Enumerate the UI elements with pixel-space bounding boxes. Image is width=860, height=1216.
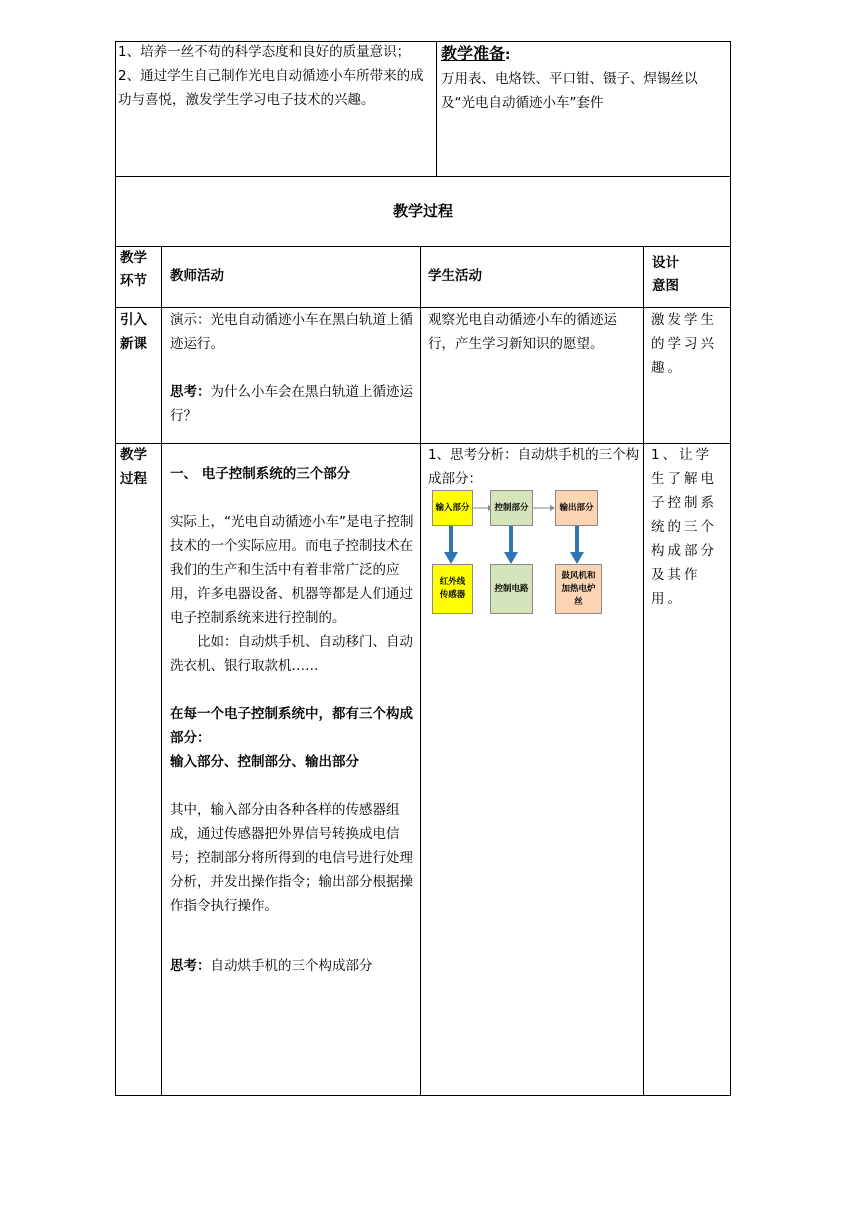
arrow-down-1-head bbox=[444, 552, 458, 564]
process-bold-2: 输入部分、控制部分、输出部分 bbox=[170, 754, 359, 770]
diagram-output-box: 输出部分 bbox=[555, 490, 598, 526]
block-diagram bbox=[430, 488, 610, 618]
header-teacher: 教师活动 bbox=[170, 268, 224, 284]
diagram-sensor-box: 红外线传感器 bbox=[432, 564, 473, 614]
intro-teacher bbox=[170, 308, 414, 428]
teaching-prep bbox=[441, 42, 724, 115]
prep-colon: : bbox=[505, 47, 511, 63]
process-stage: 教学过程 bbox=[120, 447, 147, 487]
goal-1: 1、培养一丝不苟的科学态度和良好的质量意识； bbox=[118, 44, 411, 60]
diagram-input-box: 输入部分 bbox=[432, 490, 473, 526]
intro-think bbox=[170, 380, 414, 428]
header-stage: 教学环节 bbox=[120, 250, 147, 289]
diagram-circuit-box: 控制电路 bbox=[490, 564, 533, 614]
arrow-down-3-shaft bbox=[575, 526, 579, 554]
prep-heading bbox=[441, 42, 724, 67]
teaching-goals bbox=[118, 40, 430, 112]
col-rule-1 bbox=[161, 246, 162, 1096]
process-teacher bbox=[170, 462, 415, 978]
intro-think-label: 思考： bbox=[170, 384, 211, 400]
header-design: 设计意图 bbox=[652, 255, 679, 294]
col-rule-3 bbox=[643, 246, 644, 1096]
process-student: 1、思考分析：自动烘手机的三个构成部分： bbox=[428, 447, 640, 487]
arrow-down-1-shaft bbox=[449, 526, 453, 554]
intro-demo: 演示：光电自动循迹小车在黑白轨道上循迹运行。 bbox=[170, 312, 413, 352]
diagram-blower-box: 鼓风机和加热电炉丝 bbox=[555, 564, 602, 614]
arrow-down-2-head bbox=[504, 552, 518, 564]
arrow-down-3-head bbox=[570, 552, 584, 564]
col-rule-2 bbox=[420, 246, 421, 1096]
prep-title: 教学准备 bbox=[441, 44, 506, 63]
prep-text: 万用表、电烙铁、平口钳、镊子、焊锡丝以及“光电自动循迹小车”套件 bbox=[441, 71, 698, 111]
process-para-2: 比如：自动烘手机、自动移门、自动洗衣机、银行取款机…… bbox=[170, 634, 413, 674]
process-design: 1、让学生了解电子控制系统的三个构成部分及其作用。 bbox=[651, 447, 717, 607]
process-para-3: 其中，输入部分由各种各样的传感器组成，通过传感器把外界信号转换成电信号；控制部分将所得到的电信号进行处理分析，并发出操作指令；输出部分根据操作指令执行操作。 bbox=[170, 802, 413, 914]
process-think-label: 思考： bbox=[170, 958, 211, 974]
diagram-control-box: 控制部分 bbox=[490, 490, 533, 526]
intro-stage: 引入新课 bbox=[120, 312, 147, 352]
arrow-down-2-shaft bbox=[509, 526, 513, 554]
process-para-1: 实际上，“光电自动循迹小车”是电子控制技术的一个实际应用。而电子控制技术在我们的生产和生活中有着非常广泛的应用，许多电器设备、机器等都是人们通过电子控制系统来进行控制的。 bbox=[170, 514, 414, 626]
process-think bbox=[170, 954, 415, 978]
intro-think-text: 为什么小车会在黑白轨道上循迹运行？ bbox=[170, 384, 413, 424]
process-title: 教学过程 bbox=[392, 202, 453, 220]
section-title: 一、 电子控制系统的三个部分 bbox=[170, 466, 351, 482]
process-bold-1: 在每一个电子控制系统中，都有三个构成部分： bbox=[170, 706, 413, 746]
intro-student: 观察光电自动循迹小车的循迹运行，产生学习新知识的愿望。 bbox=[428, 312, 617, 352]
process-think-text: 自动烘手机的三个构成部分 bbox=[210, 958, 373, 974]
intro-design: 激发学生的学习兴趣。 bbox=[651, 312, 717, 376]
header-student: 学生活动 bbox=[428, 268, 482, 284]
goal-2: 2、通过学生自己制作光电自动循迹小车所带来的成功与喜悦，激发学生学习电子技术的兴趣。 bbox=[118, 68, 424, 108]
row-rule-2 bbox=[115, 246, 731, 247]
row-rule-1 bbox=[115, 176, 731, 177]
top-divider bbox=[436, 41, 437, 176]
